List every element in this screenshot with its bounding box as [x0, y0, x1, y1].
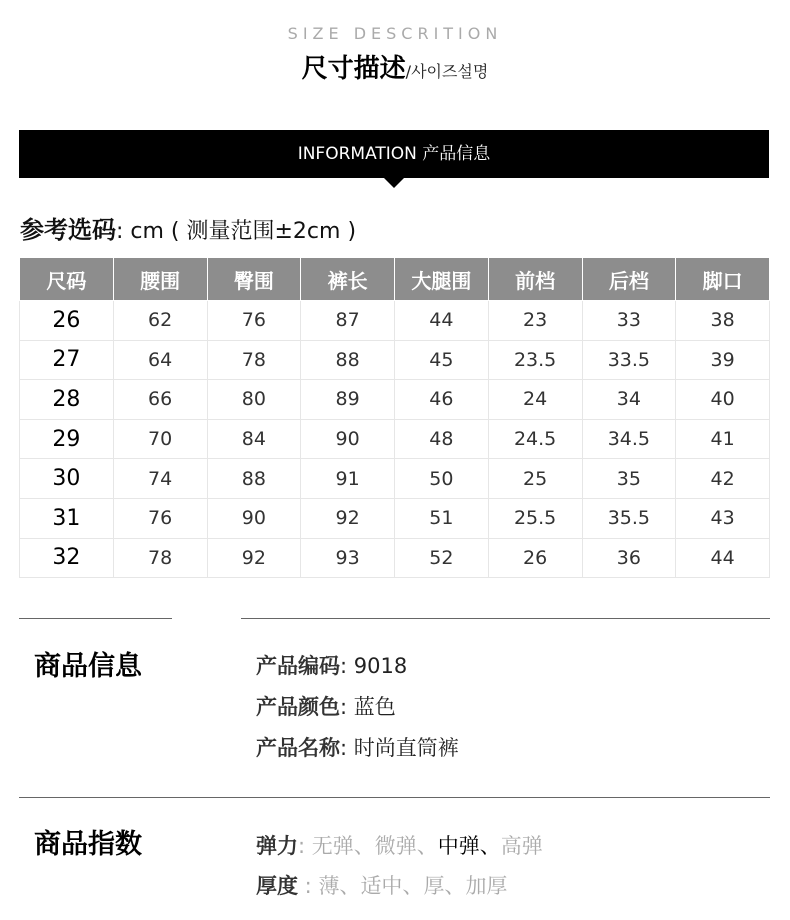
- elasticity-option-selected: 中弹、: [437, 834, 501, 858]
- table-cell: 41: [676, 419, 770, 459]
- header-size: 尺码: [20, 258, 114, 301]
- table-cell: 62: [113, 301, 207, 341]
- header-en-title: SIZE DESCRITION: [287, 24, 503, 43]
- table-cell: 44: [395, 301, 489, 341]
- table-cell: 93: [301, 538, 395, 578]
- table-cell: 66: [113, 380, 207, 420]
- table-cell: 35.5: [582, 498, 676, 538]
- thickness-key: 厚度: [256, 874, 298, 898]
- table-cell: 23.5: [488, 340, 582, 380]
- table-cell: 88: [207, 459, 301, 499]
- thickness-option: 加厚: [465, 874, 508, 898]
- table-cell: 78: [113, 538, 207, 578]
- table-row: [20, 380, 770, 420]
- product-code-row: [256, 650, 407, 680]
- table-cell: 24.5: [488, 419, 582, 459]
- table-row: [20, 459, 770, 499]
- divider: [19, 618, 172, 619]
- table-cell: 70: [113, 419, 207, 459]
- header-leg-opening: 脚口: [676, 258, 770, 301]
- header-hip: 臀围: [207, 258, 301, 301]
- table-row: [20, 301, 770, 341]
- table-cell: 30: [20, 459, 114, 499]
- table-cell: 25.5: [488, 498, 582, 538]
- information-banner: INFORMATION 产品信息: [19, 130, 769, 178]
- table-cell: 84: [207, 419, 301, 459]
- table-cell: 35: [582, 459, 676, 499]
- thickness-row: [256, 870, 507, 900]
- table-cell: 24: [488, 380, 582, 420]
- table-cell: 78: [207, 340, 301, 380]
- divider: [241, 618, 770, 619]
- product-index-title: 商品指数: [34, 829, 142, 860]
- table-cell: 27: [20, 340, 114, 380]
- table-cell: 40: [676, 380, 770, 420]
- table-row: [20, 498, 770, 538]
- table-cell: 29: [20, 419, 114, 459]
- reference-text: : cm ( 测量范围±2cm ): [116, 219, 357, 244]
- product-name-value: : 时尚直筒裤: [340, 736, 459, 760]
- product-code-value: : 9018: [340, 654, 408, 678]
- table-cell: 32: [20, 538, 114, 578]
- table-cell: 26: [20, 301, 114, 341]
- elasticity-sep: :: [298, 834, 312, 858]
- table-cell: 89: [301, 380, 395, 420]
- table-cell: 90: [301, 419, 395, 459]
- table-cell: 92: [301, 498, 395, 538]
- elasticity-option: 无弹、: [311, 834, 375, 858]
- table-cell: 28: [20, 380, 114, 420]
- table-cell: 31: [20, 498, 114, 538]
- table-cell: 33.5: [582, 340, 676, 380]
- table-cell: 33: [582, 301, 676, 341]
- size-table-header-row: [20, 258, 770, 301]
- reference-size-note: [20, 210, 356, 245]
- header-length: 裤长: [301, 258, 395, 301]
- product-color-key: 产品颜色: [256, 695, 340, 719]
- table-cell: 64: [113, 340, 207, 380]
- product-code-key: 产品编码: [256, 654, 340, 678]
- table-cell: 87: [301, 301, 395, 341]
- table-cell: 23: [488, 301, 582, 341]
- product-color-value: : 蓝色: [340, 695, 396, 719]
- header-thigh: 大腿围: [395, 258, 489, 301]
- divider: [19, 797, 770, 798]
- table-cell: 26: [488, 538, 582, 578]
- product-name-key: 产品名称: [256, 736, 340, 760]
- header-title: [0, 48, 790, 85]
- table-cell: 46: [395, 380, 489, 420]
- product-color-row: [256, 691, 396, 721]
- table-cell: 92: [207, 538, 301, 578]
- table-cell: 25: [488, 459, 582, 499]
- product-info-title: 商品信息: [34, 651, 142, 682]
- table-cell: 48: [395, 419, 489, 459]
- table-cell: 34: [582, 380, 676, 420]
- header-waist: 腰围: [113, 258, 207, 301]
- table-cell: 88: [301, 340, 395, 380]
- header-front-rise: 前档: [488, 258, 582, 301]
- banner-arrow-icon: [384, 178, 404, 188]
- elasticity-row: [256, 830, 543, 860]
- table-row: [20, 538, 770, 578]
- table-cell: 43: [676, 498, 770, 538]
- table-cell: 50: [395, 459, 489, 499]
- thickness-option: 厚、: [423, 874, 466, 898]
- elasticity-option: 微弹、: [374, 834, 438, 858]
- header-back-rise: 后档: [582, 258, 676, 301]
- table-cell: 45: [395, 340, 489, 380]
- table-cell: 44: [676, 538, 770, 578]
- table-cell: 80: [207, 380, 301, 420]
- table-row: [20, 419, 770, 459]
- table-cell: 74: [113, 459, 207, 499]
- size-table: [19, 257, 770, 578]
- thickness-option: 适中、: [360, 874, 424, 898]
- product-name-row: [256, 732, 459, 762]
- table-cell: 34.5: [582, 419, 676, 459]
- table-cell: 52: [395, 538, 489, 578]
- header-cn-title: 尺寸描述: [301, 54, 406, 84]
- table-cell: 91: [301, 459, 395, 499]
- table-cell: 51: [395, 498, 489, 538]
- elasticity-key: 弹力: [256, 834, 298, 858]
- header-kr-title: /사이즈설명: [405, 62, 489, 81]
- table-row: [20, 340, 770, 380]
- reference-label: 参考选码: [20, 216, 116, 244]
- table-cell: 39: [676, 340, 770, 380]
- table-cell: 76: [207, 301, 301, 341]
- table-cell: 36: [582, 538, 676, 578]
- thickness-option: 薄、: [318, 874, 361, 898]
- table-cell: 42: [676, 459, 770, 499]
- thickness-sep: :: [298, 874, 319, 898]
- table-cell: 90: [207, 498, 301, 538]
- elasticity-option: 高弹: [500, 834, 543, 858]
- table-cell: 38: [676, 301, 770, 341]
- table-cell: 76: [113, 498, 207, 538]
